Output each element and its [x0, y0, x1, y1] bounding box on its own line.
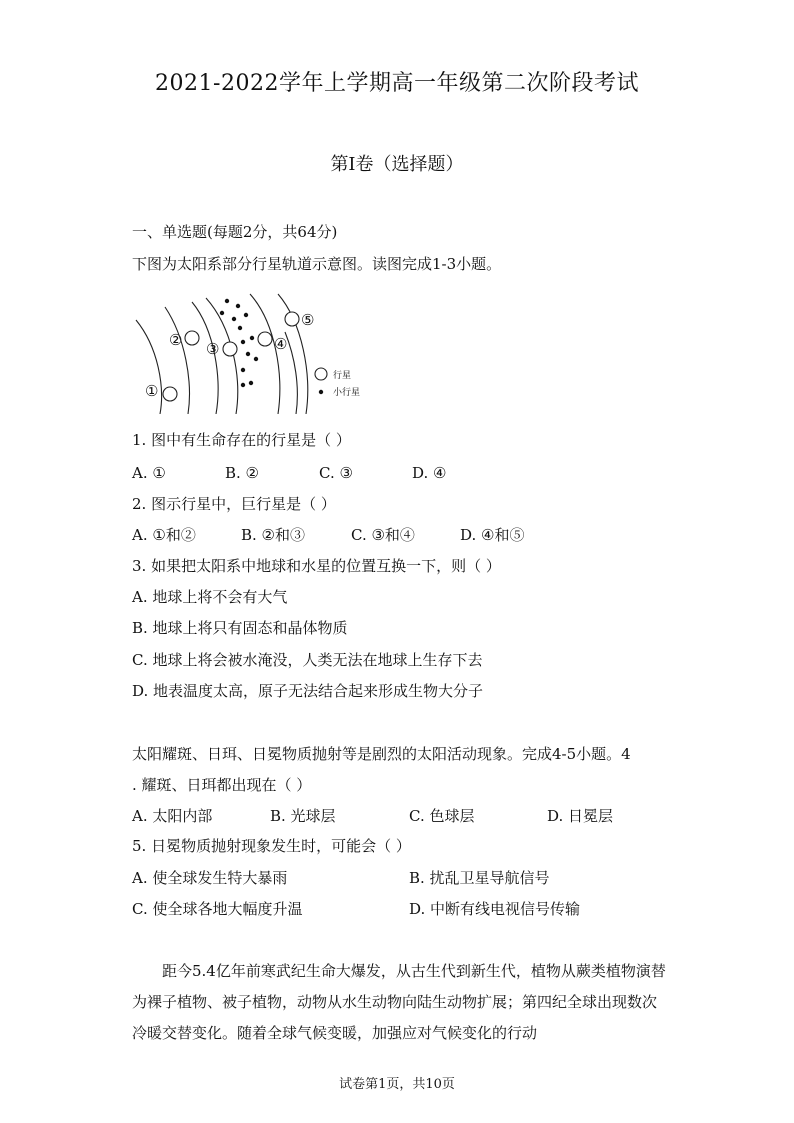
- q2-option-a: A. ①和②: [132, 526, 196, 544]
- section-heading: 一、单选题(每题2分，共64分): [132, 223, 338, 241]
- asteroid: [241, 340, 245, 344]
- volume-title: 第Ⅰ卷（选择题）: [330, 154, 464, 175]
- legend-asteroid-label: 小行星: [333, 388, 361, 398]
- asteroid: [246, 352, 250, 356]
- question-3-stem: 3. 如果把太阳系中地球和水星的位置互换一下，则（ ）: [132, 557, 501, 575]
- asteroid: [236, 304, 240, 308]
- q2-option-c: C. ③和④: [351, 526, 415, 544]
- solar-system-orbit-diagram: [130, 292, 380, 414]
- planet-label-2: ②: [169, 331, 183, 349]
- asteroid: [238, 326, 242, 330]
- question-4-stem: . 耀斑、日珥都出现在（ ）: [132, 776, 312, 794]
- asteroid: [250, 336, 254, 340]
- q5-option-b: B. 扰乱卫星导航信号: [409, 869, 550, 887]
- q4-option-a: A. 太阳内部: [132, 807, 213, 825]
- planet-2: [185, 331, 199, 345]
- asteroid: [249, 381, 253, 385]
- planet-label-3: ③: [206, 340, 220, 358]
- asteroid: [241, 368, 245, 372]
- question-1-stem: 1. 图中有生命存在的行星是（ ）: [132, 431, 351, 449]
- q5-option-c: C. 使全球各地大幅度升温: [132, 900, 303, 918]
- q3-option-c: C. 地球上将会被水淹没，人类无法在地球上生存下去: [132, 651, 483, 669]
- planet-label-1: ①: [145, 382, 159, 400]
- asteroid: [220, 311, 224, 315]
- q1-option-c: C. ③: [319, 464, 353, 482]
- q2-option-d: D. ④和⑤: [460, 526, 525, 544]
- legend-asteroid-symbol: [319, 390, 323, 394]
- page-footer: 试卷第1页，共10页: [339, 1077, 455, 1092]
- legend-planet-label: 行星: [333, 371, 352, 381]
- q4-option-b: B. 光球层: [270, 807, 336, 825]
- reading-passage: 距今5.4亿年前寒武纪生命大爆发，从古生代到新生代，植物从蕨类植物演替为裸子植物、被子植物，动物从水生动物向陆生动物扩展；第四纪全球出现数次冷暖交替变化。随着全球气候变暖，加强应对气候变化的行动: [132, 962, 666, 1042]
- planet-4: [258, 332, 272, 346]
- asteroid: [232, 317, 236, 321]
- q2-option-b: B. ②和③: [241, 526, 306, 544]
- planet-label-4: ④: [274, 335, 288, 353]
- q5-option-d: D. 中断有线电视信号传输: [409, 900, 581, 918]
- planet-3: [223, 342, 237, 356]
- q4-option-c: C. 色球层: [409, 807, 475, 825]
- q4-option-d: D. 日冕层: [547, 807, 614, 825]
- asteroid: [225, 299, 229, 303]
- q3-option-d: D. 地表温度太高，原子无法结合起来形成生物大分子: [132, 682, 484, 700]
- question-2-stem: 2. 图示行星中，巨行星是（ ）: [132, 495, 336, 513]
- planet-5: [285, 312, 299, 326]
- orbit-5: [250, 294, 280, 414]
- legend-planet-symbol: [315, 368, 327, 380]
- question-5-stem: 5. 日冕物质抛射现象发生时，可能会（ ）: [132, 837, 411, 855]
- q1-option-d: D. ④: [412, 464, 447, 482]
- planet-label-5: ⑤: [301, 311, 315, 329]
- planet-1: [163, 387, 177, 401]
- q1-option-b: B. ②: [225, 464, 260, 482]
- asteroid: [244, 313, 248, 317]
- orbit-3: [192, 302, 218, 414]
- intro-questions-1-3: 下图为太阳系部分行星轨道示意图。读图完成1-3小题。: [132, 255, 502, 273]
- q5-option-a: A. 使全球发生特大暴雨: [132, 869, 288, 887]
- exam-title: 2021-2022学年上学期高一年级第二次阶段考试: [155, 71, 639, 96]
- intro-questions-4-5: 太阳耀斑、日珥、日冕物质抛射等是剧烈的太阳活动现象。完成4-5小题。4: [132, 745, 631, 763]
- q1-option-a: A. ①: [132, 464, 166, 482]
- asteroid: [254, 357, 258, 361]
- q3-option-a: A. 地球上将不会有大气: [132, 588, 288, 606]
- q3-option-b: B. 地球上将只有固态和晶体物质: [132, 619, 348, 637]
- asteroid: [241, 383, 245, 387]
